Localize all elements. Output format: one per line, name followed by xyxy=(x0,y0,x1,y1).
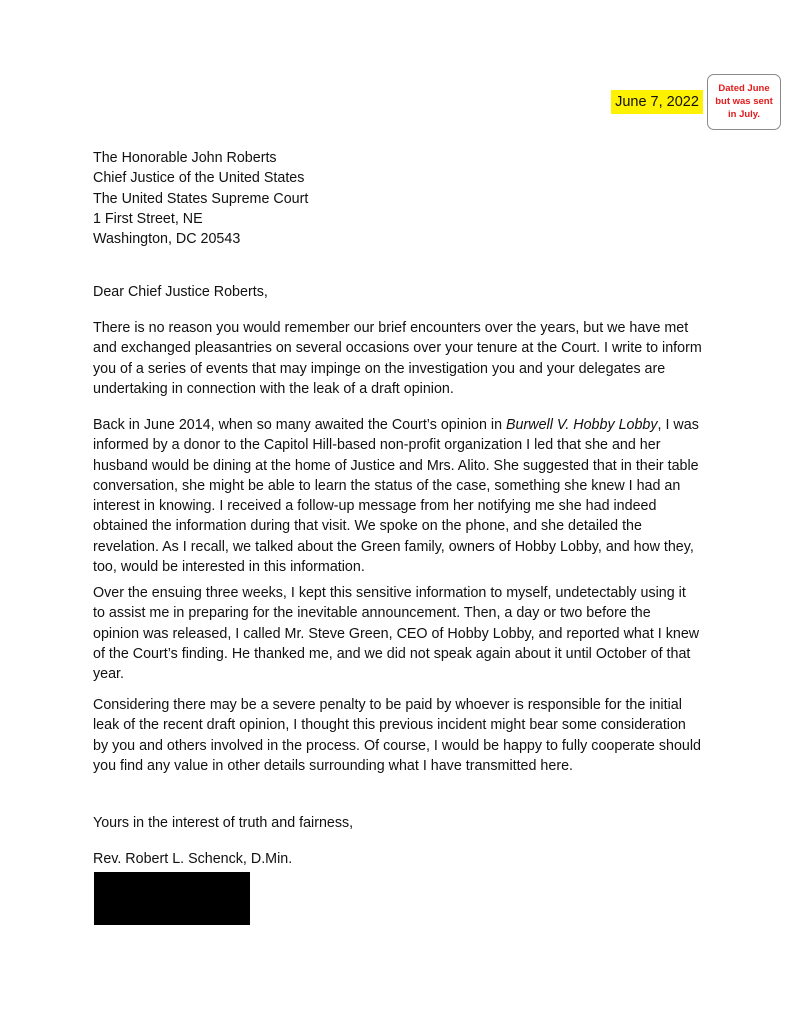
redacted-signature-block xyxy=(94,872,250,925)
letter-date: June 7, 2022 xyxy=(611,90,703,114)
paragraph-text: Back in June 2014, when so many awaited the Court’s opinion in xyxy=(93,417,507,433)
paragraph-line: opinion was released, I called Mr. Steve Green, CEO of Hobby Lobby, and reported what I knew xyxy=(93,625,700,642)
paragraph-line: conversation, she might be able to learn the status of the case, something she knew I had an xyxy=(93,477,681,494)
paragraph-line: There is no reason you would remember our brief encounters over the years, but we have met xyxy=(93,320,689,336)
annotation-line-3: in July. xyxy=(727,109,761,120)
paragraph-line: too, would be interested in this information. xyxy=(93,559,365,576)
paragraph-line: interest in knowing. I received a follow-up message from her notifying me she had indeed xyxy=(93,498,657,515)
salutation: Dear Chief Justice Roberts, xyxy=(93,284,268,300)
closing-line: Yours in the interest of truth and fairness, xyxy=(93,815,354,831)
paragraph-line: husband would be dining at the home of Justice and Mrs. Alito. She suggested that in their table xyxy=(93,457,699,474)
red-annotation-note xyxy=(707,74,781,130)
recipient-name: The Honorable John Roberts xyxy=(93,150,277,166)
paragraph-line: Over the ensuing three weeks, I kept this sensitive information to myself, undetectably using it xyxy=(93,585,686,601)
recipient-address xyxy=(93,148,308,249)
annotation-line-2: but was sent xyxy=(715,96,773,107)
recipient-court: The United States Supreme Court xyxy=(93,190,309,207)
paragraph-line: revelation. As I recall, we talked about the Green family, owners of Hobby Lobby, and how they, xyxy=(93,538,694,555)
paragraph-2 xyxy=(93,415,699,577)
annotation-line-1: Dated June xyxy=(718,83,770,94)
paragraph-line: leak of the recent draft opinion, I thought this previous incident might bear some consideration xyxy=(93,717,686,734)
paragraph-line: and exchanged pleasantries on several occasions over your tenure at the Court. I write to inform xyxy=(93,340,702,357)
paragraph-line: you find any value in other details surrounding what I have transmitted here. xyxy=(93,757,574,774)
paragraph-text: , I was xyxy=(657,417,699,433)
paragraph-4 xyxy=(93,695,701,776)
paragraph-1 xyxy=(93,318,702,399)
paragraph-line: to assist me in preparing for the inevitable announcement. Then, a day or two before the xyxy=(93,605,651,622)
paragraph-line: you of a series of events that may impinge on the investigation you and your delegates are xyxy=(93,360,666,377)
recipient-title: Chief Justice of the United States xyxy=(93,170,305,187)
case-name: Burwell V. Hobby Lobby xyxy=(506,417,658,433)
paragraph-3 xyxy=(93,583,699,684)
paragraph-line: Considering there may be a severe penalty to be paid by whoever is responsible for the initial xyxy=(93,697,682,713)
recipient-city: Washington, DC 20543 xyxy=(93,231,241,248)
recipient-street: 1 First Street, NE xyxy=(93,210,203,227)
paragraph-line: by you and others involved in the process. Of course, I would be happy to fully cooperate should xyxy=(93,737,701,754)
paragraph-line: year. xyxy=(93,666,124,683)
paragraph-line xyxy=(93,415,699,435)
paragraph-line: obtained the information during that visit. We spoke on the phone, and she detailed the xyxy=(93,518,642,535)
paragraph-line: undertaking in connection with the leak of a draft opinion. xyxy=(93,380,454,397)
signer-name: Rev. Robert L. Schenck, D.Min. xyxy=(93,851,293,867)
paragraph-line: informed by a donor to the Capitol Hill-based non-profit organization I led that she and her xyxy=(93,437,661,454)
paragraph-line: of the Court’s finding. He thanked me, and we did not speak again about it until October of that xyxy=(93,645,691,662)
